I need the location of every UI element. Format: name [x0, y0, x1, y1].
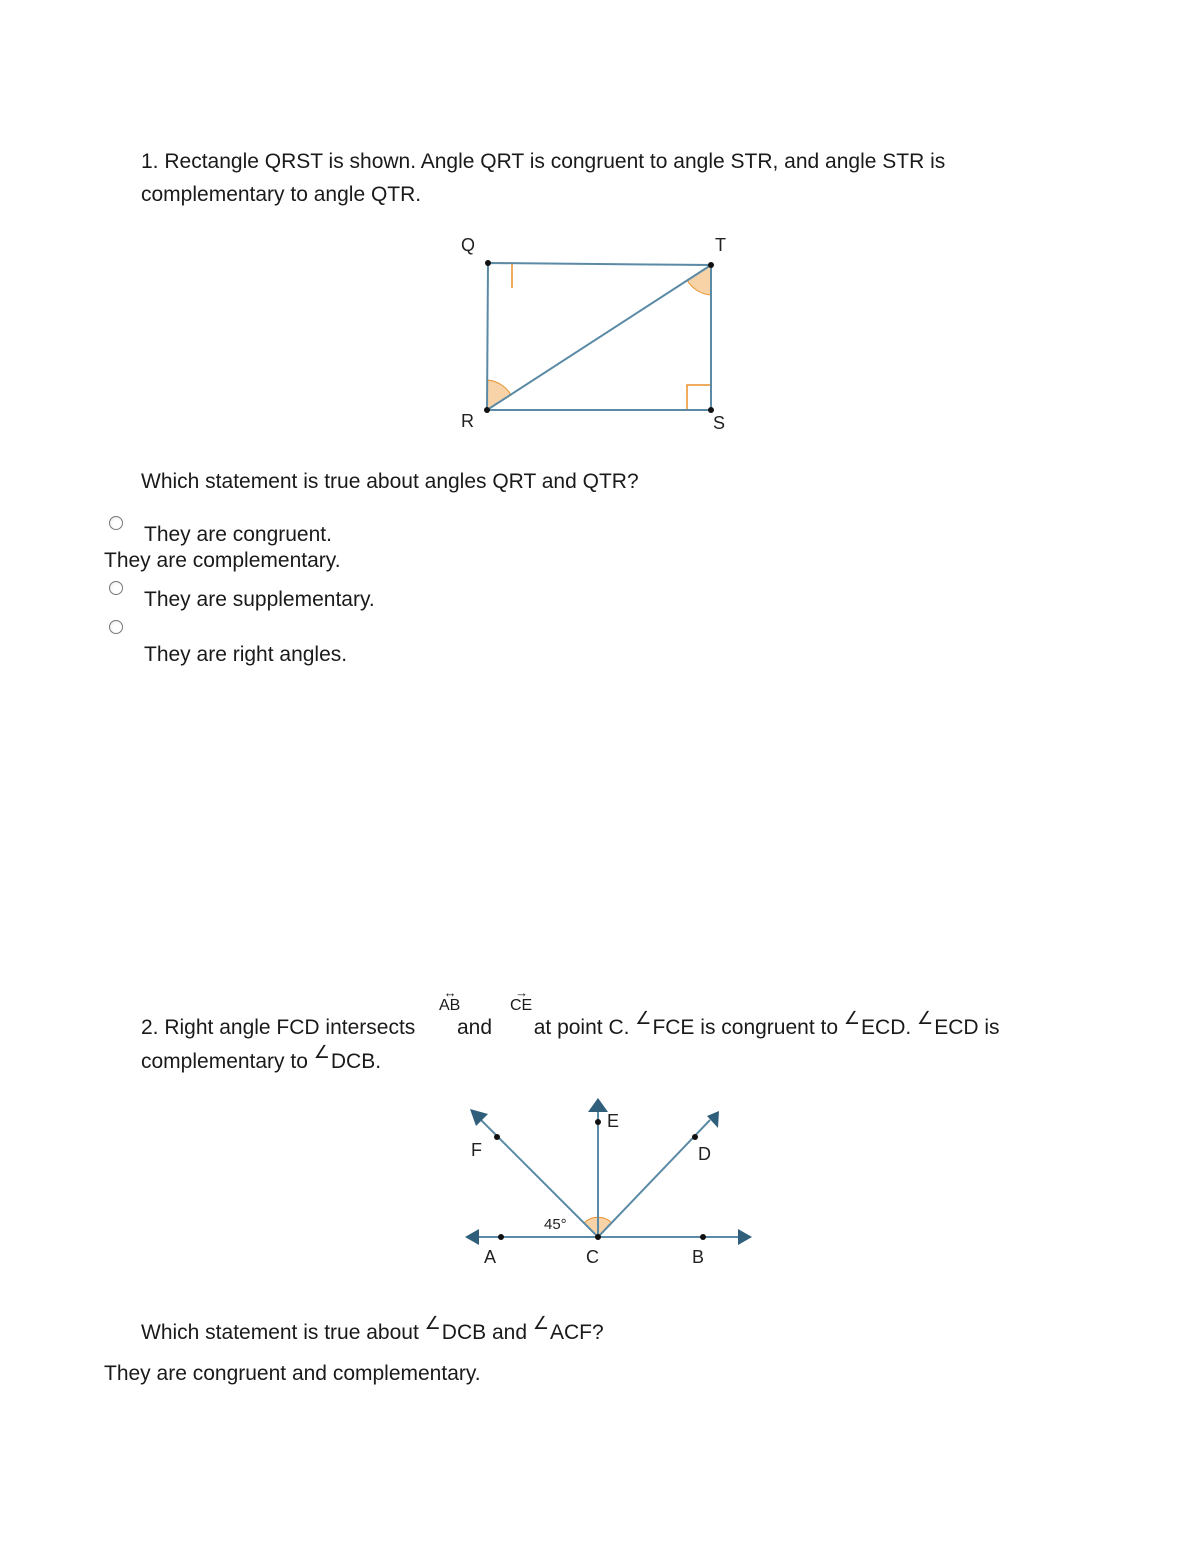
angle-arc-qrt [487, 380, 511, 410]
point-t [708, 262, 714, 268]
q1-option-3-label[interactable]: They are supplementary. [144, 588, 375, 611]
right-angle-marker-q [488, 263, 512, 288]
angle-symbol-icon: ∠ [917, 1008, 934, 1028]
q1-option-1-label[interactable]: They are congruent. [144, 523, 332, 546]
point-c [595, 1234, 601, 1240]
point-f [494, 1134, 500, 1140]
arrowhead-up-icon [588, 1098, 608, 1112]
q1-line-2: complementary to angle QTR. [141, 183, 422, 206]
label-e: E [607, 1111, 620, 1131]
ray-arrow-icon: → [515, 985, 528, 1000]
rectangle-qrst-diagram [440, 225, 750, 440]
label-s: S [713, 413, 726, 433]
q1-option-1-radio[interactable] [109, 516, 123, 530]
right-angle-marker-s [687, 385, 711, 410]
label-q: Q [461, 235, 476, 255]
diagonal-rt [487, 265, 711, 410]
angle-fcd-diagram [455, 1090, 765, 1275]
point-r [484, 407, 490, 413]
q2-line-2: complementary to ∠DCB. [141, 1045, 381, 1079]
angle-symbol-icon: ∠ [532, 1313, 549, 1333]
line-arrow-icon: ↔ [443, 985, 456, 1000]
label-a: A [484, 1247, 497, 1267]
q1-option-3-radio[interactable] [109, 581, 123, 595]
label-f: F [471, 1140, 482, 1160]
q2-line-1: 2. Right angle FCD intersects and at point C. ∠FCE is congruent to ∠ECD. ∠ECD is [141, 1011, 1000, 1045]
label-b: B [692, 1247, 705, 1267]
ray-ce-notation: → CE [510, 985, 533, 1014]
q1-option-4-label[interactable]: They are right angles. [144, 643, 348, 666]
label-t: T [715, 235, 726, 255]
angle-label-45: 45° [544, 1216, 567, 1233]
q1-question: Which statement is true about angles QRT and QTR? [141, 470, 639, 493]
angle-symbol-icon: ∠ [843, 1008, 861, 1028]
arrowhead-right-icon [738, 1229, 752, 1245]
q1-option-4-radio[interactable] [109, 620, 123, 634]
label-r: R [461, 411, 474, 431]
q1-line-1: 1. Rectangle QRST is shown. Angle QRT is congruent to angle STR, and angle STR is [141, 150, 946, 173]
arrowhead-upright-icon [707, 1111, 719, 1128]
line-ab-notation: ↔ AB [439, 985, 461, 1014]
q2-question: Which statement is true about ∠DCB and ∠ACF? [141, 1316, 604, 1350]
angle-symbol-icon: ∠ [424, 1313, 441, 1333]
point-q [485, 260, 491, 266]
angle-symbol-icon: ∠ [313, 1042, 330, 1062]
point-d [692, 1134, 698, 1140]
angle-arc-str [687, 265, 711, 295]
label-d: D [698, 1144, 711, 1164]
q2-answer: They are congruent and complementary. [104, 1362, 481, 1385]
point-e [595, 1119, 601, 1125]
point-a [498, 1234, 504, 1240]
angle-symbol-icon: ∠ [635, 1008, 652, 1028]
point-b [700, 1234, 706, 1240]
arrowhead-left-icon [465, 1229, 479, 1245]
q1-option-2-label[interactable]: They are complementary. [104, 549, 341, 572]
label-c: C [586, 1247, 599, 1267]
